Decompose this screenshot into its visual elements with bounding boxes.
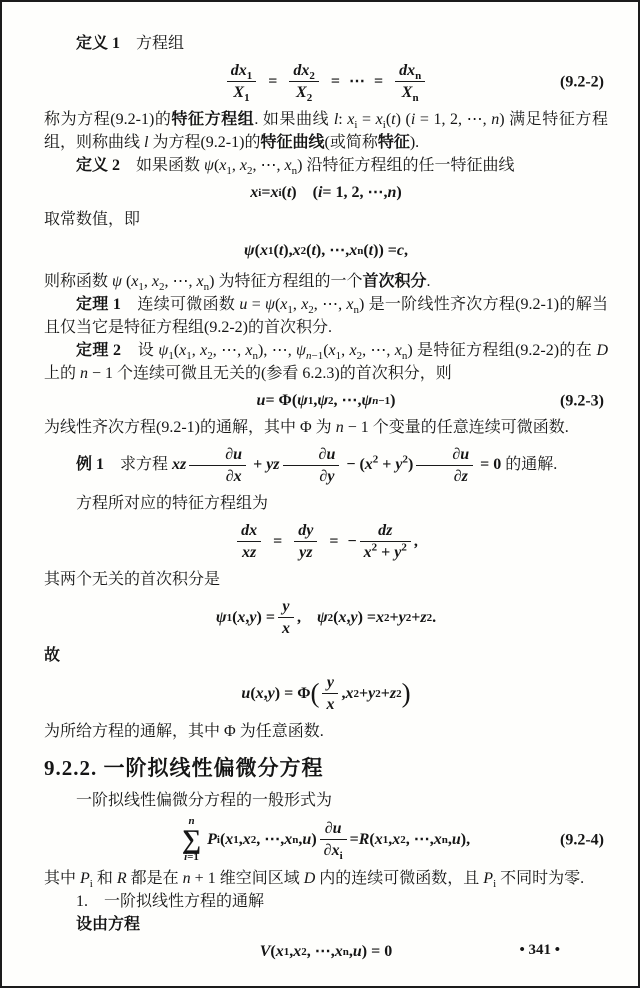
quasilinear-general-form-intro: 一阶拟线性偏微分方程的一般形式为 — [76, 792, 333, 809]
first-integral-definition-line: 则称函数 ψ ($x_1$, $x_2$, ⋯, $x_n$) 为特征方程组的一个首次积分. — [44, 273, 431, 294]
equation-curve-body: x i = x i ( t ) ( i = 1, 2, ⋯, n ) — [250, 184, 402, 201]
constant-value-line: 取常数值，即 — [44, 211, 141, 228]
subsection-1-heading-line: 1. 一阶拟线性方程的通解 — [76, 893, 265, 910]
example-1-paragraph: 例 1 求方程 xz $\frac{\partial u}{\partial x}$ + yz $\frac{\partial u}{\partial y}$ − $(x^2 + y^2)$ $\frac{\partial u}{\partial z}$ = 0 的通解. — [76, 446, 558, 485]
example-conclusion-line: 为所给方程的通解，其中 Φ 为任意函数. — [44, 723, 324, 740]
equation-9-2-2 — [44, 61, 608, 105]
equation-curve-parametrization — [44, 181, 608, 204]
equation-9-2-4 — [44, 816, 608, 863]
equation-9-2-3-body: u = Φ( ψ 1 , ψ 2 , ⋯, ψ n−1 ) — [256, 392, 396, 409]
equation-9-2-3-tag: (9.2-3) — [560, 392, 604, 409]
equation-9-2-2-body: $\frac{dx_1}{X_1}$ = $\frac{dx_2}{X_2}$ = ⋯ = $dx_n$ $X_n$ — [224, 61, 429, 102]
therefore-label: 故 — [44, 647, 61, 664]
two-first-integrals-intro: 其两个无关的首次积分是 — [44, 571, 221, 588]
definition-2-paragraph: 定义 2 如果函数 $\psi(x_1$, $x_2$, ⋯, $x_n$) 沿特征方程组的任一特征曲线 — [76, 157, 515, 178]
section-9-2-2-heading: 9.2.2. 一阶拟线性偏微分方程 — [44, 756, 324, 780]
theorem-1-paragraph: 定理 1 连续可微函数 $u = \psi(x_1$, $x_2$, ⋯, $x_n$) 是一阶线性齐次方程(9.2-1)的解当且仅当它是特征方程组(9.2-2)的首次积分. — [44, 296, 608, 336]
equation-example-general-solution-body: u ( x , y ) = Φ ( y x , x 2 + y 2 + z 2 ) — [241, 674, 411, 713]
equation-first-integral-body: ψ ( x 1 ( t ), x 2 ( t ), ⋯, x n ( t )) = c , — [243, 242, 409, 259]
equation-v-implicit-body: V ( x 1 , x 2 , ⋯, x n , u ) = 0 — [259, 943, 393, 960]
equation-9-2-2-tag: (9.2-2) — [560, 73, 604, 90]
definition-1-label-line: 定义 1 方程组 — [76, 35, 185, 52]
page-number: • 341 • — [519, 942, 560, 958]
equation-9-2-3 — [44, 389, 608, 412]
equation-psi1-psi2-body: ψ 1 ( x , y ) = y x , ψ 2 ( x , y ) = x 2 + y 2 + z 2 . — [215, 598, 437, 637]
equation-example-general-solution — [44, 673, 608, 714]
equation-9-2-4-tag: (9.2-4) — [560, 831, 604, 848]
equation-psi1-psi2 — [44, 597, 608, 638]
characteristic-system-paragraph: 称为方程(9.2-1)的特征方程组. 如果曲线 l: $x_i = x_i(t) (i = 1$, 2, ⋯, n) 满足特征方程组，则称曲线 l 为方程(9.2-1)的特征曲线(或简称特征). — [44, 111, 608, 151]
suppose-equation-label: 设由方程 — [76, 916, 141, 933]
general-solution-remark: 为线性齐次方程(9.2-1)的通解，其中 Φ 为 n − 1 个变量的任意连续可微函数. — [44, 419, 569, 436]
equation-example-characteristic-system — [44, 521, 608, 562]
theorem-2-paragraph: 定理 2 设 $\psi_1(x_1$, $x_2$, ⋯, $x_n$), ⋯, $\psi_{n-1}(x_1$, $x_2$, ⋯, $x_n$) 是特征方程组(9.2-2)的在 D 上的 n − 1 个连续可微且无关的(参看 6.2.3)的首次积分，则 — [44, 342, 609, 382]
equation-first-integral-constant — [44, 239, 608, 262]
coefficients-condition-line: 其中 $P_i$ 和 R 都是在 n + 1 维空间区域 D 内的连续可微函数，且 $P_i$ 不同时为零. — [44, 870, 585, 891]
equation-9-2-4-body: n ∑ i=1 P i ( x 1 , x 2 , ⋯, x n , u ) ∂u $\partial x_i$ = R ( x 1 , x 2 , ⋯, x n , u ), — [181, 815, 471, 863]
equation-example-characteristic-body: $\frac{dx}{xz}$ = $\frac{dy}{yz}$ = − $\frac{dz}{x^2 + y^2}$ , — [234, 521, 418, 562]
example-characteristic-intro: 方程所对应的特征方程组为 — [76, 495, 269, 512]
